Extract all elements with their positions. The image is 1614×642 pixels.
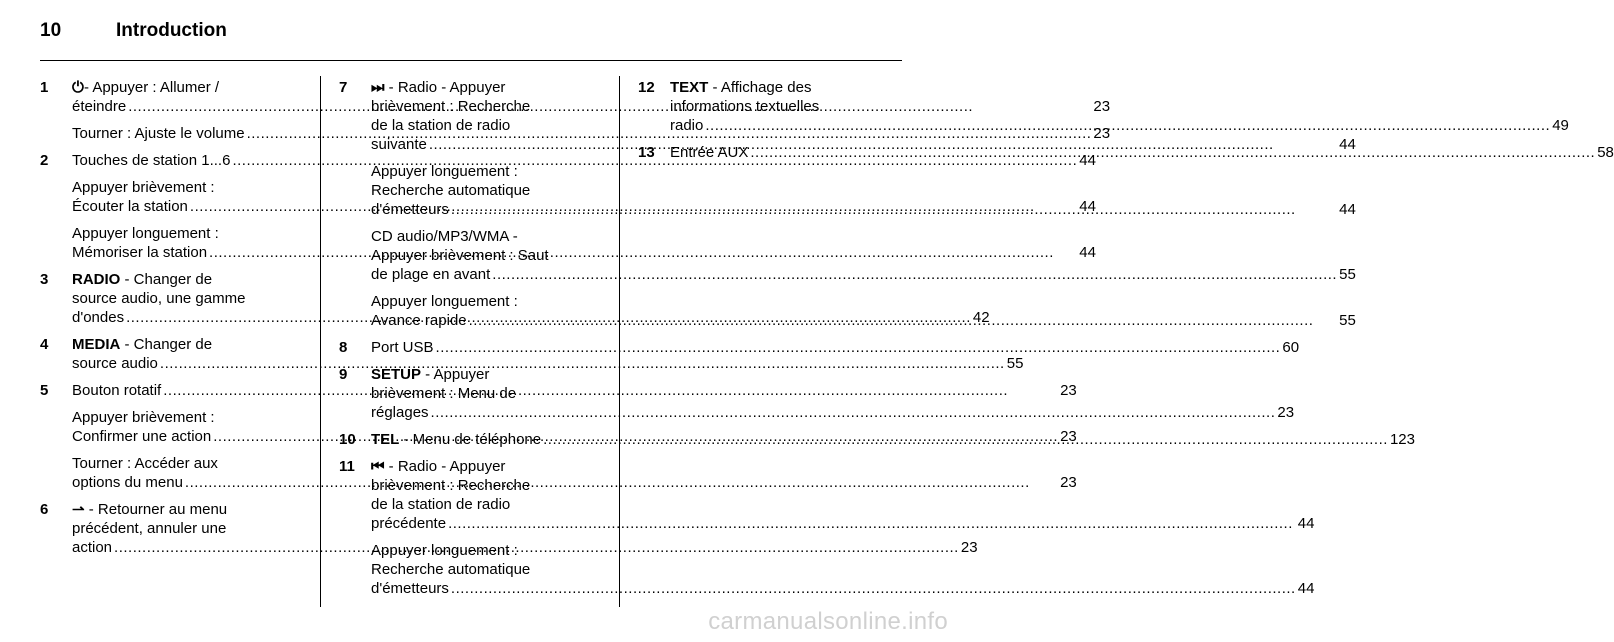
entry-number: 3 [40, 271, 49, 288]
page-title: Introduction [116, 20, 227, 41]
entry-number: 5 [40, 382, 49, 399]
keyword: TEXT [670, 79, 709, 96]
page-header [40, 20, 227, 46]
entry-3: 3 RADIO - Changer de source audio, une gamme d'ondes ..... 42 [40, 270, 302, 327]
entry-number: 11 [339, 458, 355, 475]
entry-number: 2 [40, 152, 49, 169]
entry-2: 2 Touches de station 1...6 ..... 44 Appuyer brièvement : Écouter la station ..... 44 Appuyer longuement : Mémoriser la station ..... 44 [40, 151, 302, 262]
back-arrow-icon: ⇀ [72, 501, 85, 518]
entry-9: 9 SETUP - Appuyer brièvement : Menu de réglages ..... 23 [339, 365, 601, 422]
watermark: carmanualsonline.info [708, 608, 948, 635]
page-number: 10 [40, 20, 62, 41]
entry-6: 6 ⇀ - Retourner au menu précédent, annuler une action ..... 23 [40, 500, 302, 557]
entry-1: 1 ⏻- Appuyer : Allumer / éteindre ..... 23 Tourner : Ajuste le volume ..... 23 [40, 78, 302, 143]
page-ref: 55 [1339, 266, 1356, 283]
next-track-icon: ⏭ [371, 79, 385, 96]
keyword: MEDIA [72, 336, 121, 353]
page-ref: 23 [960, 539, 978, 556]
page-ref: 55 [1006, 355, 1024, 372]
entry-number: 7 [339, 79, 348, 96]
page-ref: 44 [1297, 580, 1315, 597]
page-ref: 49 [1552, 117, 1569, 134]
entry-13: 13 Entrée AUX ..... 58 [638, 143, 900, 162]
header-rule [40, 60, 902, 61]
page-ref: 23 [1093, 98, 1111, 115]
page-ref: 123 [1389, 431, 1415, 448]
page-ref: 42 [972, 309, 990, 326]
page-ref: 44 [1079, 152, 1096, 169]
power-icon: ⏻ [72, 79, 84, 96]
entry-5: 5 Bouton rotatif ..... 23 Appuyer brièvement : Confirmer une action ..... 23 Tourner : Accéder aux options du menu ..... 23 [40, 381, 302, 492]
keyword: TEL [371, 431, 400, 448]
page-ref: 23 [1060, 382, 1077, 399]
page-ref: 23 [1093, 125, 1111, 142]
keyword: RADIO [72, 271, 121, 288]
page-ref: 44 [1297, 515, 1315, 532]
entry-8: 8 Port USB ..... 60 [339, 338, 601, 357]
entry-4: 4 MEDIA - Changer de source audio ..... 55 [40, 335, 302, 373]
entry-10: 10 TEL - Menu de téléphone ..... 123 [339, 430, 601, 449]
keyword: SETUP [371, 366, 422, 383]
entry-12: 12 TEXT - Affichage des informations textuelles radio ..... 49 [638, 78, 900, 135]
entry-number: 8 [339, 339, 348, 356]
entry-number: 13 [638, 144, 655, 161]
page-ref: 23 [1060, 474, 1077, 491]
page-ref: 23 [1060, 428, 1077, 445]
page-ref: 44 [1339, 136, 1356, 153]
entry-number: 9 [339, 366, 348, 383]
entry-number: 10 [339, 431, 356, 448]
page-ref: 44 [1339, 201, 1356, 218]
previous-track-icon: ⏮ [371, 458, 385, 475]
entry-number: 6 [40, 501, 49, 518]
page-ref: 60 [1282, 339, 1300, 356]
entry-7: 7 ⏭ - Radio - Appuyer brièvement : Recherche de la station de radio suivante ..... 44 Appuyer longuement : Recherche automatique d'émetteurs ..... 44 CD audio/MP3/WMA - Appuyer brièvement : Saut de plage en avant ..... 55 Appuyer longuement : Avance rapide ..... 55 [339, 78, 601, 330]
page-ref: 44 [1079, 244, 1096, 261]
entry-number: 12 [638, 79, 655, 96]
page-ref: 23 [1277, 404, 1295, 421]
page-ref: 55 [1339, 312, 1356, 329]
entry-11: 11 ⏮ - Radio - Appuyer brièvement : Recherche de la station de radio précédente ..... 44 Appuyer longuement : Recherche automatique d'émetteurs ..... 44 [339, 457, 601, 598]
entry-number: 4 [40, 336, 49, 353]
page-ref: 44 [1079, 198, 1096, 215]
entry-number: 1 [40, 79, 49, 96]
page-ref: 58 [1597, 144, 1614, 161]
